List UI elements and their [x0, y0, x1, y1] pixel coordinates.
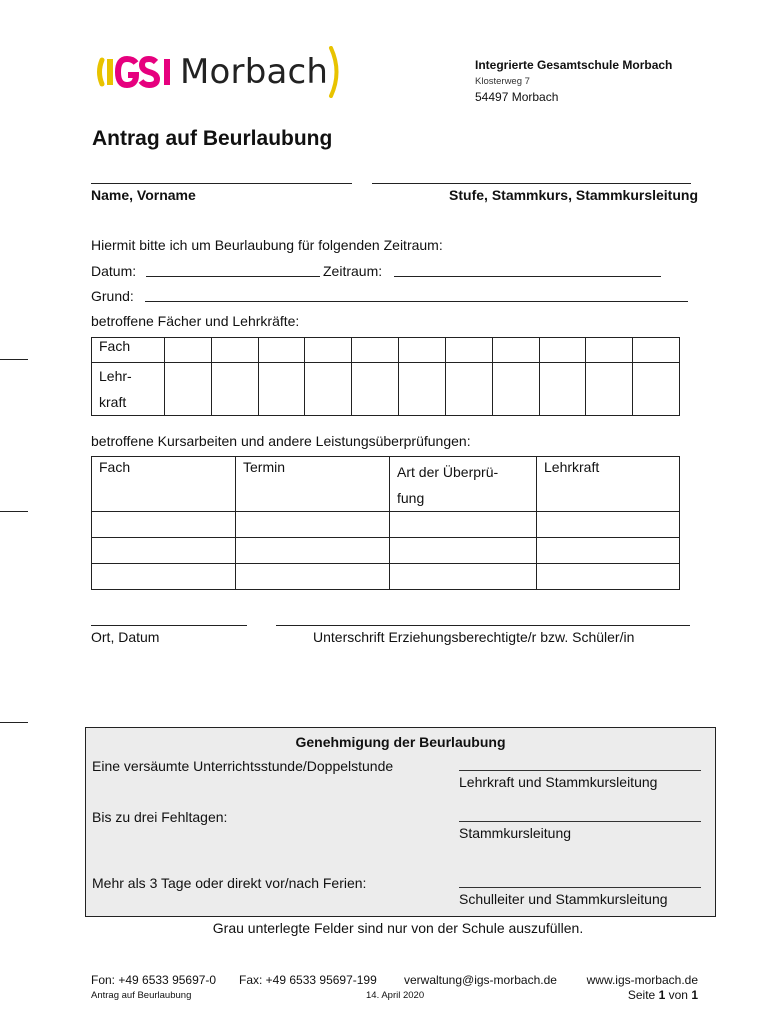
- table-cell[interactable]: [92, 564, 236, 590]
- footer-fax: Fax: +49 6533 95697-199: [239, 973, 377, 987]
- table-cell[interactable]: [390, 564, 537, 590]
- footer-page-number: [628, 988, 698, 1002]
- table-cell[interactable]: [399, 363, 446, 416]
- table-cell[interactable]: [633, 338, 680, 363]
- table-cell[interactable]: [165, 363, 212, 416]
- table-cell[interactable]: [92, 538, 236, 564]
- approval-row-1-text: Eine versäumte Unterrichtsstunde/Doppelstunde: [92, 758, 394, 774]
- table-cell[interactable]: [537, 538, 680, 564]
- table-cell[interactable]: [352, 338, 399, 363]
- footer-email: verwaltung@igs-morbach.de: [404, 973, 557, 987]
- logo-wordmark: Morbach: [180, 52, 329, 92]
- page-title: Antrag auf Beurlaubung: [92, 127, 333, 150]
- fold-mark: [0, 511, 28, 512]
- kurs-art-line-2: fung: [397, 490, 425, 506]
- page-mid: von: [668, 988, 688, 1002]
- table-cell[interactable]: [236, 538, 390, 564]
- stufe-label: Stufe, Stammkurs, Stammkursleitung: [449, 187, 698, 203]
- table-cell[interactable]: [236, 512, 390, 538]
- table-cell[interactable]: [586, 363, 633, 416]
- table-cell[interactable]: [445, 338, 492, 363]
- footer-doc-name: Antrag auf Beurlaubung: [91, 990, 192, 1001]
- approval-row-3-text: Mehr als 3 Tage oder direkt vor/nach Ferien:: [92, 875, 367, 891]
- approval-box: [85, 727, 716, 917]
- datum-label: Datum:: [91, 263, 137, 279]
- table-cell[interactable]: [539, 363, 586, 416]
- stufe-field-line[interactable]: [372, 183, 691, 184]
- kurs-art-header: [390, 457, 537, 512]
- school-name: Integrierte Gesamtschule Morbach: [475, 58, 673, 72]
- approval-row-2-text: Bis zu drei Fehltagen:: [92, 809, 228, 825]
- page-current: 1: [658, 988, 666, 1002]
- school-logo: [96, 48, 342, 96]
- table-cell[interactable]: [445, 363, 492, 416]
- intro-text: Hiermit bitte ich um Beurlaubung für folgenden Zeitraum:: [91, 237, 443, 253]
- kurs-art-line-1: Art der Überprü-: [397, 464, 499, 480]
- unterschrift-line[interactable]: [276, 625, 690, 626]
- table-cell[interactable]: [92, 512, 236, 538]
- faecher-lehrkraft-header: [92, 363, 165, 416]
- table-cell[interactable]: [586, 338, 633, 363]
- kurs-fach-header: Fach: [92, 457, 236, 512]
- kurs-table: [91, 456, 680, 590]
- faecher-heading: betroffene Fächer und Lehrkräfte:: [91, 313, 300, 329]
- approval-row-1-sig-line[interactable]: [459, 770, 701, 771]
- zeitraum-field-line[interactable]: [394, 276, 661, 277]
- name-label: Name, Vorname: [91, 187, 196, 203]
- table-cell[interactable]: [352, 363, 399, 416]
- name-field-line[interactable]: [91, 183, 352, 184]
- footer-date: 14. April 2020: [366, 990, 425, 1001]
- table-cell[interactable]: [165, 338, 212, 363]
- table-cell[interactable]: [492, 338, 539, 363]
- approval-row-3-sig-line[interactable]: [459, 887, 701, 888]
- school-only-note: Grau unterlegte Felder sind nur von der Schule auszufüllen.: [212, 920, 584, 936]
- table-cell[interactable]: [211, 363, 258, 416]
- footer-web: www.igs-morbach.de: [586, 973, 698, 987]
- faecher-table: [91, 337, 680, 416]
- page-prefix: Seite: [627, 988, 656, 1002]
- footer-phone: Fon: +49 6533 95697-0: [91, 973, 217, 987]
- table-cell[interactable]: [492, 363, 539, 416]
- lehrkraft-line-2: kraft: [99, 394, 127, 410]
- zeitraum-label: Zeitraum:: [323, 263, 383, 279]
- table-cell[interactable]: [211, 338, 258, 363]
- igs-logo-mark: [96, 52, 176, 92]
- ort-datum-label: Ort, Datum: [91, 629, 160, 645]
- kurs-lehrkraft-header: Lehrkraft: [537, 457, 680, 512]
- kurs-heading: betroffene Kursarbeiten und andere Leistungsüberprüfungen:: [91, 433, 471, 449]
- approval-row-3-sig: Schulleiter und Stammkursleitung: [459, 891, 668, 907]
- school-street: Klosterweg 7: [475, 76, 530, 87]
- grund-label: Grund:: [91, 288, 134, 304]
- table-cell[interactable]: [390, 538, 537, 564]
- table-cell[interactable]: [537, 564, 680, 590]
- table-cell[interactable]: [399, 338, 446, 363]
- table-cell[interactable]: [633, 363, 680, 416]
- table-cell[interactable]: [236, 564, 390, 590]
- fold-mark: [0, 359, 28, 360]
- page-total: 1: [691, 988, 698, 1002]
- table-cell[interactable]: [258, 338, 305, 363]
- table-cell[interactable]: [305, 338, 352, 363]
- table-cell[interactable]: [305, 363, 352, 416]
- faecher-fach-header: Fach: [92, 338, 165, 363]
- approval-row-1-sig: Lehrkraft und Stammkursleitung: [459, 774, 658, 790]
- approval-row-2-sig-line[interactable]: [459, 821, 701, 822]
- kurs-termin-header: Termin: [236, 457, 390, 512]
- fold-mark: [0, 722, 28, 723]
- datum-field-line[interactable]: [146, 276, 320, 277]
- grund-field-line[interactable]: [145, 301, 688, 302]
- table-cell[interactable]: [539, 338, 586, 363]
- table-cell[interactable]: [537, 512, 680, 538]
- ort-datum-line[interactable]: [91, 625, 247, 626]
- school-city: 54497 Morbach: [475, 90, 559, 104]
- approval-row-2-sig: Stammkursleitung: [459, 825, 572, 841]
- lehrkraft-line-1: Lehr-: [99, 368, 132, 384]
- table-cell[interactable]: [258, 363, 305, 416]
- table-cell[interactable]: [390, 512, 537, 538]
- approval-title: Genehmigung der Beurlaubung: [295, 734, 506, 750]
- unterschrift-label: Unterschrift Erziehungsberechtigte/r bzw. Schüler/in: [313, 629, 635, 645]
- logo-bracket: [328, 46, 342, 98]
